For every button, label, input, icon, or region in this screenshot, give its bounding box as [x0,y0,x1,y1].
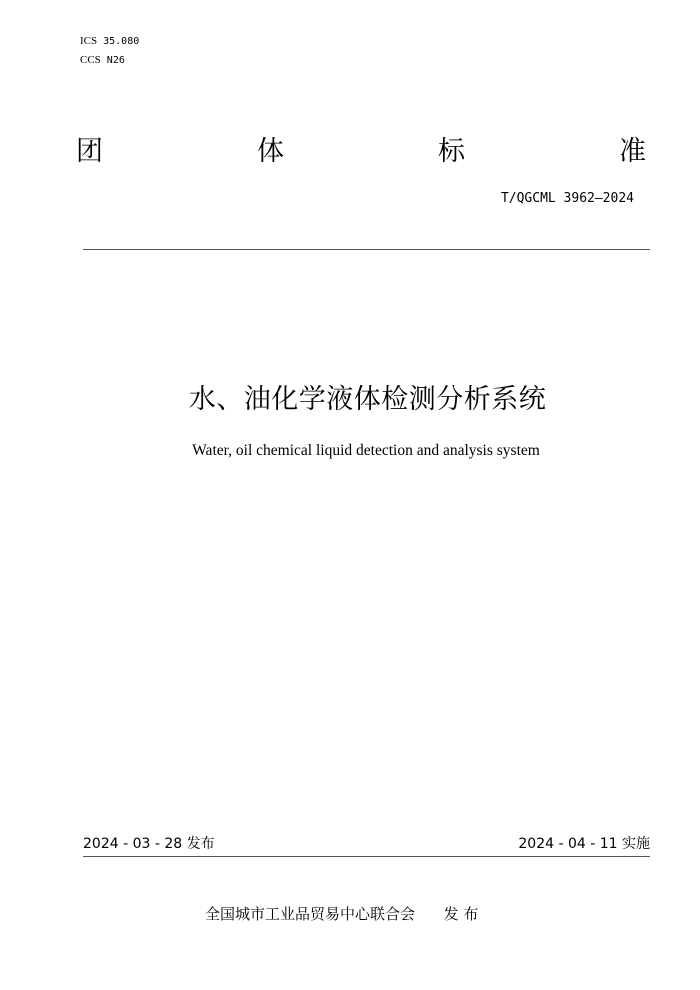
ccs-code: N26 [106,55,125,66]
ics-label: ICS [80,35,98,47]
issue-date: 2024 - 03 - 28 发布 [83,836,215,852]
title-english: Water, oil chemical liquid detection and analysis system [192,442,540,459]
ics-code: 35.080 [103,36,140,47]
bottom-divider [83,856,650,857]
title-chinese: 水、油化学液体检测分析系统 [188,384,547,415]
implementation-date: 2024 - 04 - 11 实施 [518,836,650,852]
document-type-heading [76,134,646,170]
doc-type-char: 标 [438,136,465,167]
ccs-label: CCS [80,54,101,66]
top-divider [83,249,650,250]
ics-classification [80,34,139,49]
ccs-classification [80,53,125,68]
publisher: 全国城市工业品贸易中心联合会 发 布 [205,905,479,923]
doc-type-char: 体 [257,136,284,167]
doc-type-char: 团 [76,136,103,167]
standard-number: T/QGCML 3962—2024 [500,191,634,206]
doc-type-char: 准 [619,136,646,167]
